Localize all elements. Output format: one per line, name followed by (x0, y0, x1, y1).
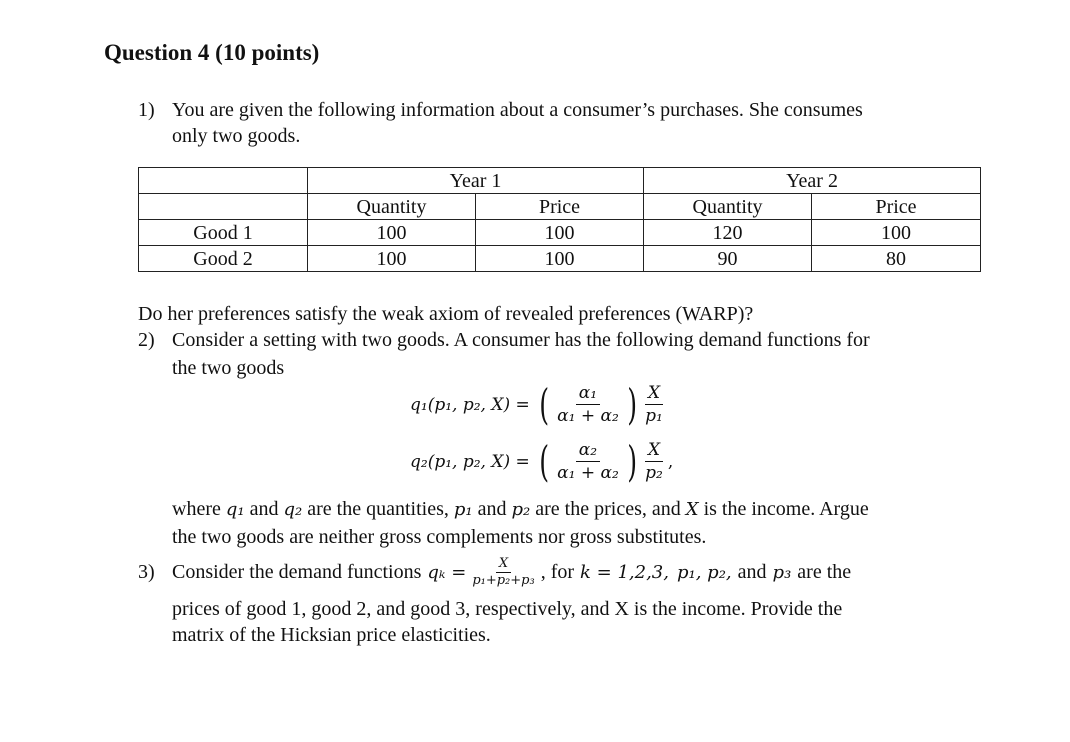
right-paren-icon: ) (627, 379, 637, 429)
row-label: Good 1 (139, 220, 308, 246)
part1-text-line2: only two goods. (172, 125, 301, 147)
table-cell: 100 (308, 246, 476, 272)
table-row (139, 220, 981, 246)
part3-qk: qₖ = (427, 561, 467, 583)
year2-header: Year 2 (644, 168, 981, 194)
table-cell: 120 (644, 220, 812, 246)
part3-number: 3) (138, 561, 155, 583)
part3-frac-denominator: p₁+p₂+p₃ (472, 572, 535, 588)
where-X: X (685, 499, 699, 520)
table-cell: 100 (476, 220, 644, 246)
where-text: and (249, 498, 279, 520)
eq2-share-numerator: α₂ (576, 440, 600, 462)
where-q1: q₁ (225, 499, 245, 520)
eq1-price: p₁ (645, 406, 663, 426)
where-text: where (172, 498, 221, 520)
eq2-price: p₂ (645, 463, 663, 483)
eq2-lhs: q₂(p₁, p₂, X) = (410, 451, 530, 472)
row-label: Good 2 (139, 246, 308, 272)
part2-text-line2: the two goods (172, 357, 285, 379)
part3-prices-list: p₁, p₂, (677, 561, 732, 583)
eq2-share-denominator: α₁ + α₂ (557, 463, 619, 483)
table-cell: 100 (812, 220, 981, 246)
part3-demand-fraction (469, 556, 537, 589)
part2-number: 2) (138, 329, 155, 351)
left-paren-icon: ( (539, 436, 549, 486)
purchases-table (138, 167, 981, 272)
part3-text: Consider the demand functions (172, 560, 422, 583)
table-corner-cell (139, 168, 308, 194)
question-title: Question 4 (10 points) (104, 40, 320, 65)
where-p2: p₂ (511, 499, 531, 520)
part3-text: , for (540, 560, 575, 583)
part2-text-line1: Consider a setting with two goods. A consumer has the following demand functions for (172, 329, 870, 351)
where-text: is the income. Argue (703, 498, 869, 520)
column-header: Quantity (308, 194, 476, 220)
column-header: Price (476, 194, 644, 220)
table-column-header-row (139, 194, 981, 220)
part3-text-line3: matrix of the Hicksian price elasticities. (172, 624, 491, 646)
where-text: are the prices, and (535, 498, 681, 520)
column-header: Price (812, 194, 981, 220)
eq1-share-fraction (554, 383, 622, 426)
eq1-lhs: q₁(p₁, p₂, X) = (410, 394, 530, 415)
eq2-income-fraction (642, 440, 666, 483)
where-p1: p₁ (453, 499, 473, 520)
part2-text-last: the two goods are neither gross complements nor gross substitutes. (172, 526, 707, 548)
part3-p3: p₃ (772, 561, 792, 583)
table-row (139, 246, 981, 272)
where-q2: q₂ (283, 499, 303, 520)
part3-line1 (172, 548, 851, 596)
part3-text: and (737, 560, 767, 583)
table-year-row (139, 168, 981, 194)
eq2-income: X (645, 440, 663, 462)
part1-text-line1: You are given the following information about a consumer’s purchases. She consumes (172, 99, 863, 121)
column-header: Quantity (644, 194, 812, 220)
part1-number: 1) (138, 99, 155, 121)
eq1-income-fraction (642, 383, 666, 426)
demand-equation-2 (410, 436, 674, 486)
eq1-share-denominator: α₁ + α₂ (557, 406, 619, 426)
right-paren-icon: ) (627, 436, 637, 486)
part3-k-eq: k = 1,2,3, (580, 561, 669, 583)
table-empty-cell (139, 194, 308, 220)
part3-frac-numerator: X (496, 556, 511, 573)
year1-header: Year 1 (308, 168, 644, 194)
table-cell: 100 (476, 246, 644, 272)
eq2-trail: , (667, 451, 674, 472)
table-cell: 90 (644, 246, 812, 272)
warp-question: Do her preferences satisfy the weak axiom of revealed preferences (WARP)? (138, 303, 754, 325)
eq1-share-numerator: α₁ (576, 383, 600, 405)
table-cell: 100 (308, 220, 476, 246)
eq1-income: X (645, 383, 663, 405)
where-text: and (477, 498, 507, 520)
part3-text-line2: prices of good 1, good 2, and good 3, respectively, and X is the income. Provide the (172, 598, 843, 620)
eq2-share-fraction (554, 440, 622, 483)
left-paren-icon: ( (539, 379, 549, 429)
demand-equation-1 (410, 379, 668, 429)
where-text: are the quantities, (307, 498, 449, 520)
part3-text: are the (797, 560, 852, 583)
table-cell: 80 (812, 246, 981, 272)
part2-where-line (172, 498, 869, 521)
